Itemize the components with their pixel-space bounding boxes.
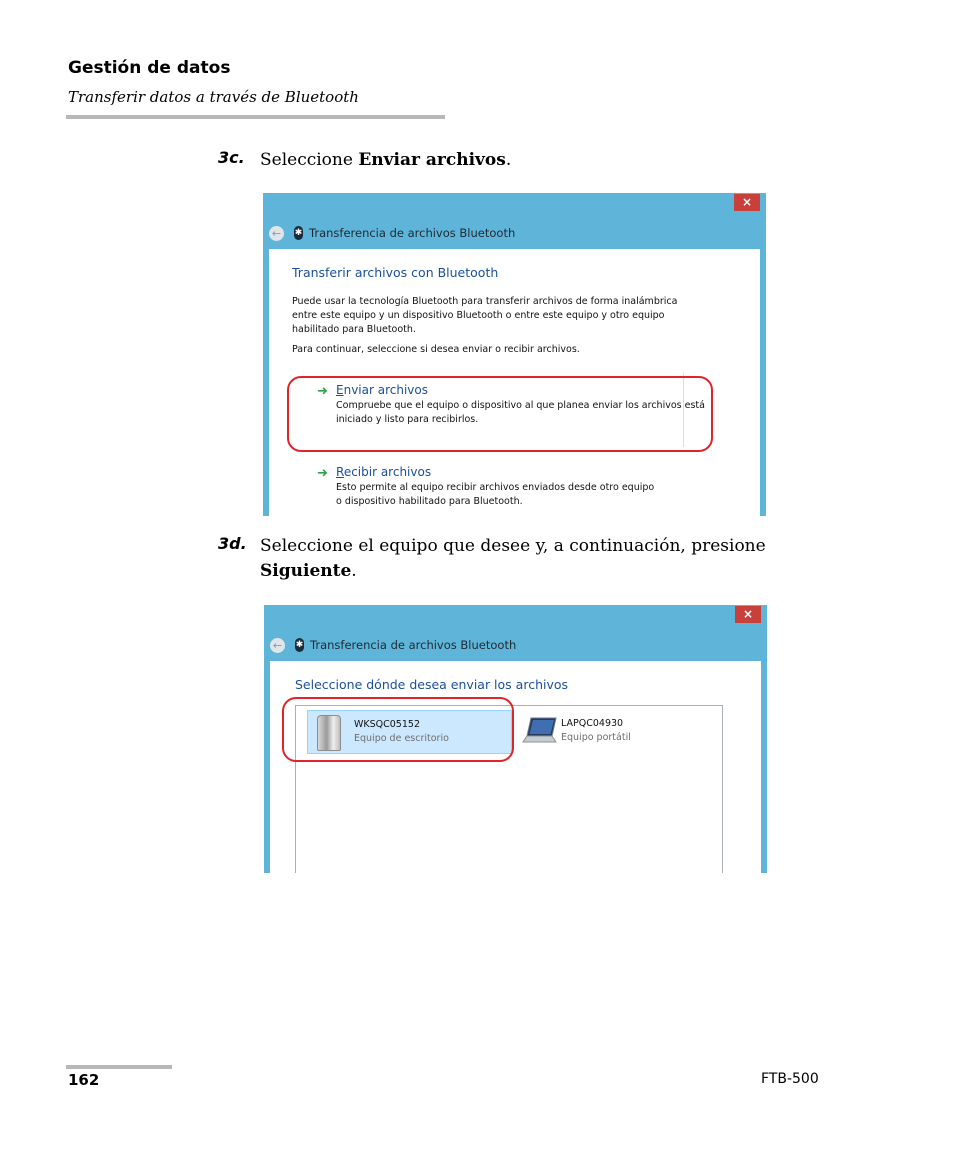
send-files-description: Compruebe que el equipo o dispositivo al que planea enviar los archivos está iniciado y listo para recibirlos. xyxy=(336,400,705,425)
close-button[interactable]: × xyxy=(735,606,761,623)
green-arrow-icon: ➜ xyxy=(317,384,328,399)
receive-files-label[interactable]: Recibir archivos xyxy=(336,465,432,479)
section-title: Gestión de datos xyxy=(68,58,231,78)
highlight-ring xyxy=(287,376,713,452)
device-name: WKSQC05152 xyxy=(354,719,420,730)
device-item-lapqc04930[interactable] xyxy=(518,710,708,752)
intro-paragraph: Puede usar la tecnología Bluetooth para transferir archivos de forma inalámbrica entre este equipo y un dispositivo Bluetooth o entre este equipo y otro equipo habilitado para Bluetooth. xyxy=(292,296,678,335)
step-text: Seleccione el equipo que desee y, a continuación, presione Siguiente. xyxy=(260,536,766,581)
laptop-icon xyxy=(522,716,558,748)
dialog-title: Transferencia de archivos Bluetooth xyxy=(310,638,517,652)
device-name: LAPQC04930 xyxy=(561,718,624,729)
bluetooth-icon: ✱ xyxy=(294,228,303,238)
page-number: 162 xyxy=(68,1071,100,1089)
device-type: Equipo de escritorio xyxy=(354,733,449,744)
highlight-ring xyxy=(282,697,514,762)
step-number: 3c. xyxy=(218,148,245,167)
dialog-title: Transferencia de archivos Bluetooth xyxy=(309,226,516,240)
back-arrow-icon[interactable]: ← xyxy=(269,226,284,241)
step-number: 3d. xyxy=(218,534,247,553)
dialog-titlebar xyxy=(269,221,515,245)
step-text: Seleccione Enviar archivos. xyxy=(260,150,512,170)
dialog-titlebar xyxy=(270,633,516,657)
dialog-content xyxy=(270,661,761,873)
dialog-heading: Seleccione dónde desea enviar los archivos xyxy=(295,677,569,692)
section-subtitle: Transferir datos a través de Bluetooth xyxy=(68,88,359,106)
header-rule xyxy=(66,115,445,119)
send-files-label[interactable]: Enviar archivos xyxy=(336,383,428,397)
close-button[interactable]: × xyxy=(734,194,760,211)
product-model: FTB-500 xyxy=(761,1071,819,1087)
footer-rule xyxy=(66,1065,172,1069)
bluetooth-dialog-send-receive xyxy=(263,193,766,516)
device-type: Equipo portátil xyxy=(561,732,631,743)
green-arrow-icon: ➜ xyxy=(317,466,328,481)
instruction-paragraph: Para continuar, seleccione si desea enviar o recibir archivos. xyxy=(292,344,580,355)
back-arrow-icon[interactable]: ← xyxy=(270,638,285,653)
bluetooth-icon: ✱ xyxy=(295,640,304,650)
receive-files-description: Esto permite al equipo recibir archivos enviados desde otro equipo o dispositivo habilitado para Bluetooth. xyxy=(336,482,655,507)
dialog-heading: Transferir archivos con Bluetooth xyxy=(292,265,499,280)
